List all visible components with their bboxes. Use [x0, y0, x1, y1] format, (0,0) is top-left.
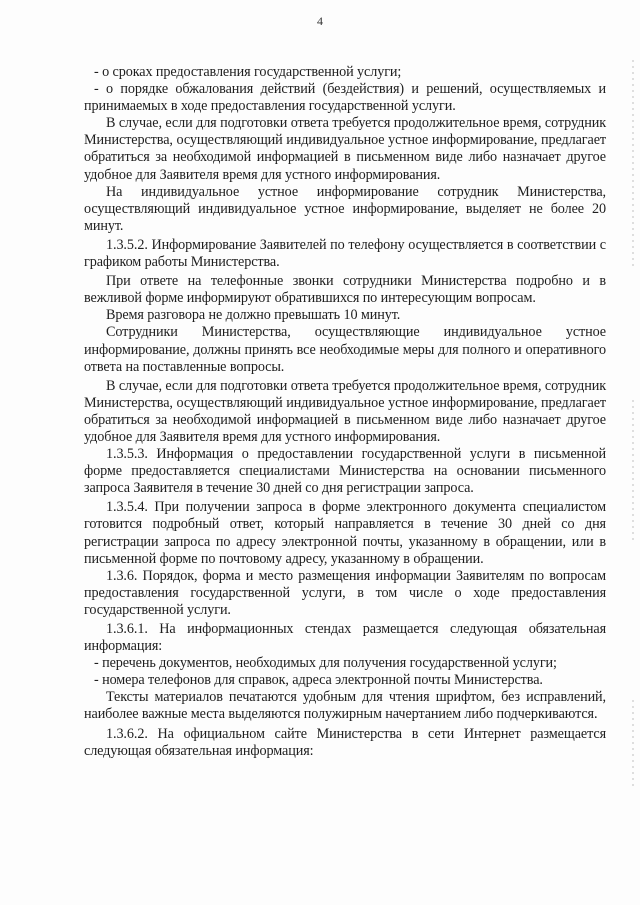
paragraph: При ответе на телефонные звонки сотрудники Министерства подробно и в вежливой форме информируют обратившихся по интересующим вопросам. [84, 273, 606, 307]
scan-edge-mark [632, 400, 634, 540]
list-item: - номера телефонов для справок, адреса электронной почты Министерства. [94, 672, 543, 689]
paragraph: В случае, если для подготовки ответа требуется продолжительное время, сотрудник Министерства, осуществляющий индивидуальное устное информирование, предлагает обратиться за необходимой информацией в письменном виде либо назначает другое удобное для Заявителя время для устного информирования. [84, 377, 606, 445]
paragraph: Сотрудники Министерства, осуществляющие индивидуальное устное информирование, должны принять все необходимые меры для полного и оперативного ответа на поставленные вопросы. [84, 324, 606, 375]
paragraph: 1.3.5.4. При получении запроса в форме электронного документа специалистом готовится подробный ответ, который направляется в течение 30 дней со дня регистрации запроса по адресу электронной почты, указанному в обращении, или в письменной форме по почтовому адресу, указанному в обращении. [84, 499, 606, 567]
paragraph: 1.3.5.3. Информация о предоставлении государственной услуги в письменной форме предоставляется специалистами Министерства на основании письменного запроса Заявителя в течение 30 дней со дня регистрации запроса. [84, 446, 606, 497]
paragraph: 1.3.5.2. Информирование Заявителей по телефону осуществляется в соответствии с графиком работы Министерства. [84, 236, 606, 271]
paragraph: На индивидуальное устное информирование сотрудник Министерства, осуществляющий индивидуальное устное информирование, выделяет не более 20 минут. [84, 183, 606, 234]
list-item: - о порядке обжалования действий (бездействия) и решений, осуществляемых и принимаемых в ходе предоставления государственной услуги. [84, 81, 606, 115]
paragraph: Тексты материалов печатаются удобным для чтения шрифтом, без исправлений, наиболее важные места выделяются полужирным начертанием либо подчеркиваются. [84, 689, 606, 723]
list-item: - перечень документов, необходимых для получения государственной услуги; [94, 655, 557, 672]
paragraph: 1.3.6. Порядок, форма и место размещения информации Заявителям по вопросам предоставления государственной услуги, в том числе о ходе предоставления государственной услуги. [84, 567, 606, 618]
page-number: 4 [317, 14, 323, 28]
list-item: - о сроках предоставления государственной услуги; [94, 64, 402, 80]
paragraph: Время разговора не должно превышать 10 минут. [106, 307, 401, 324]
scan-edge-mark [632, 700, 634, 790]
scan-edge-mark [632, 60, 634, 270]
paragraph: В случае, если для подготовки ответа требуется продолжительное время, сотрудник Министерства, осуществляющий индивидуальное устное информирование, предлагает обратиться за необходимой информацией в письменном виде либо назначает другое удобное для Заявителя время для устного информирования. [84, 115, 606, 183]
paragraph: 1.3.6.2. На официальном сайте Министерства в сети Интернет размещается следующая обязательная информация: [84, 725, 606, 759]
document-body [84, 64, 606, 760]
paragraph: 1.3.6.1. На информационных стендах размещается следующая обязательная информация: [84, 621, 606, 655]
